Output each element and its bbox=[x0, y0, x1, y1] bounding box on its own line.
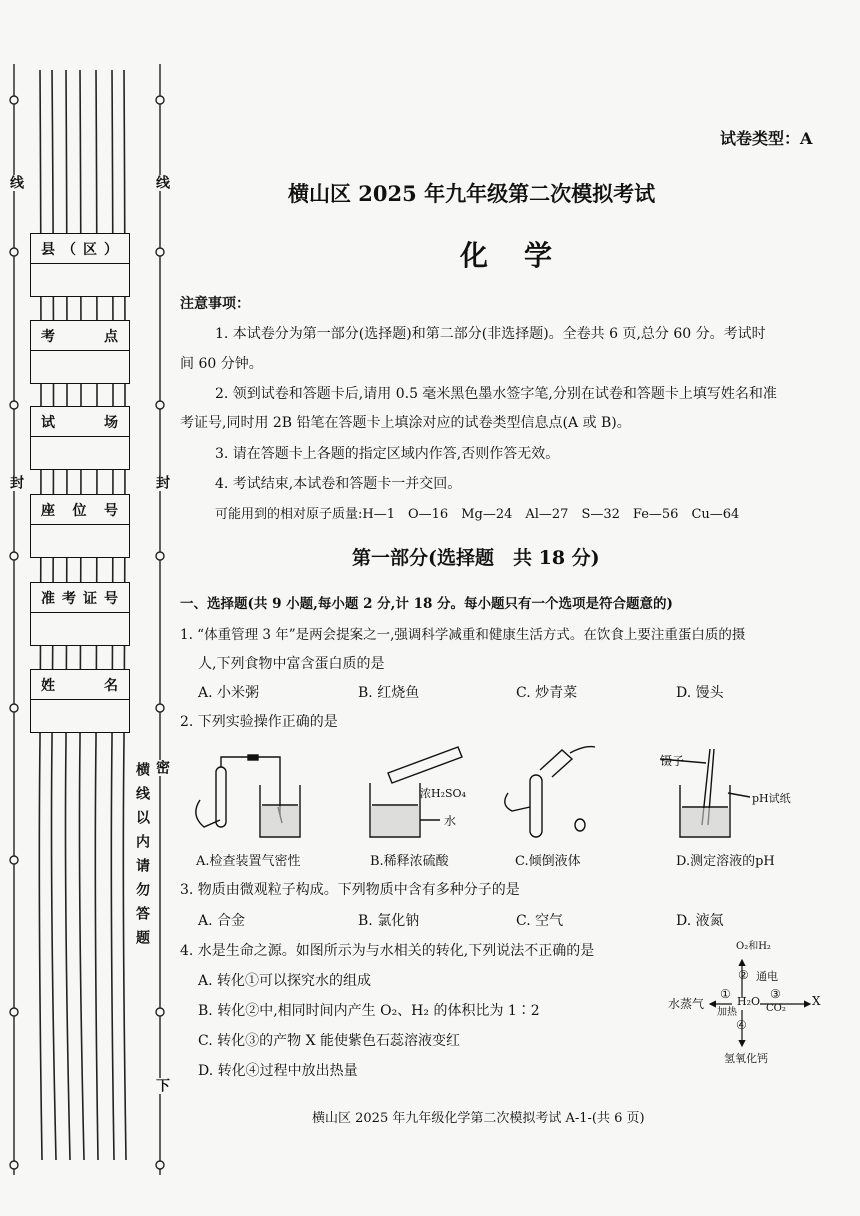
field-label-part: （ bbox=[62, 241, 77, 258]
q3-option-b[interactable]: B. 氯化钠 bbox=[358, 913, 420, 929]
q3-option-c[interactable]: C. 空气 bbox=[516, 913, 564, 929]
notice-item: 3. 请在答题卡上各题的指定区域内作答,否则作答无效。 bbox=[215, 446, 560, 462]
diagram-num-1: ① bbox=[720, 987, 731, 1001]
q2-option-d[interactable]: D.测定溶液的pH bbox=[676, 854, 775, 869]
field-exam-site[interactable] bbox=[30, 320, 130, 384]
q4-option-d[interactable]: D. 转化④过程中放出热量 bbox=[198, 1063, 358, 1079]
atomic-mass-note: 可能用到的相对原子质量:H—1 O—16 Mg—24 Al—27 S—32 Fe—56 Cu—64 bbox=[215, 507, 740, 522]
q2-figures bbox=[190, 745, 830, 845]
field-label-part: 姓 bbox=[41, 677, 56, 694]
margin-seal-label-left: 封 bbox=[8, 475, 24, 491]
q2-option-b[interactable]: B.稀释浓硫酸 bbox=[370, 854, 449, 869]
fig-c-pouring bbox=[505, 747, 595, 837]
q2-stem: 2. 下列实验操作正确的是 bbox=[180, 714, 338, 730]
notice-item: 间 60 分钟。 bbox=[180, 356, 263, 372]
field-label-part: 证 bbox=[83, 590, 98, 607]
diagram-right-x: X bbox=[812, 994, 821, 1008]
q1-option-b[interactable]: B. 红烧鱼 bbox=[358, 685, 420, 701]
diagram-bottom-caoh2: 氢氧化钙 bbox=[724, 1052, 768, 1065]
label-tweezers: 镊子 bbox=[660, 754, 685, 768]
label-ph-paper: pH试纸 bbox=[752, 792, 791, 805]
q4-stem: 4. 水是生命之源。如图所示为与水相关的转化,下列说法不正确的是 bbox=[180, 943, 595, 959]
paper-type: 试卷类型：A bbox=[720, 129, 813, 148]
field-label-part: 考 bbox=[62, 590, 77, 607]
part1-title: 第一部分(选择题 共 18 分) bbox=[352, 547, 600, 569]
field-admission-number[interactable] bbox=[30, 582, 130, 646]
field-label-part: 名 bbox=[104, 677, 119, 694]
field-seat-number[interactable] bbox=[30, 494, 130, 558]
margin-down-label: 下 bbox=[154, 1078, 170, 1094]
field-label-part: 区 bbox=[83, 241, 98, 258]
q4-option-b[interactable]: B. 转化②中,相同时间内产生 O₂、H₂ 的体积比为 1∶2 bbox=[198, 1003, 540, 1019]
q1-option-d[interactable]: D. 馒头 bbox=[676, 685, 724, 701]
exam-title: 横山区 2025 年九年级第二次模拟考试 bbox=[288, 181, 656, 206]
q2-option-c[interactable]: C.倾倒液体 bbox=[515, 854, 581, 869]
q3-option-a[interactable]: A. 合金 bbox=[198, 913, 246, 929]
q4-option-c[interactable]: C. 转化③的产物 X 能使紫色石蕊溶液变红 bbox=[198, 1033, 460, 1049]
notice-heading: 注意事项： bbox=[180, 296, 250, 312]
field-name[interactable] bbox=[30, 669, 130, 733]
field-label-part: 点 bbox=[104, 328, 119, 345]
field-label-part: 准 bbox=[41, 590, 56, 607]
page-footer: 横山区 2025 年九年级化学第二次模拟考试 A-1-(共 6 页) bbox=[312, 1111, 645, 1126]
field-label-part: 座 bbox=[41, 502, 56, 519]
field-label-part: 场 bbox=[104, 414, 119, 431]
field-label-part: 考 bbox=[41, 328, 56, 345]
field-label-part: 位 bbox=[72, 502, 88, 519]
margin-secret-label: 密 bbox=[154, 760, 170, 776]
diagram-center-water: H₂O bbox=[737, 995, 761, 1008]
diagram-cond-co2: CO₂ bbox=[766, 1003, 786, 1014]
field-label-part: ） bbox=[104, 241, 119, 258]
diagram-num-3: ③ bbox=[770, 987, 781, 1001]
field-label-part: 号 bbox=[104, 502, 119, 519]
diagram-left-vapor: 水蒸气 bbox=[668, 997, 705, 1011]
notice-item: 1. 本试卷分为第一部分(选择题)和第二部分(非选择题)。全卷共 6 页,总分 60 分。考试时 bbox=[215, 326, 766, 342]
field-label-part: 县 bbox=[41, 241, 56, 258]
diagram-num-4: ④ bbox=[736, 1018, 747, 1032]
q1-option-c[interactable]: C. 炒青菜 bbox=[516, 685, 578, 701]
label-conc-acid: 浓H₂SO₄ bbox=[420, 787, 466, 800]
field-county[interactable] bbox=[30, 233, 130, 297]
field-exam-room[interactable] bbox=[30, 406, 130, 470]
q1-option-a[interactable]: A. 小米粥 bbox=[198, 685, 260, 701]
margin-seal-label-right: 封 bbox=[154, 475, 170, 491]
subject-title: 化 学 bbox=[460, 239, 557, 272]
field-label-part: 号 bbox=[104, 590, 119, 607]
q4-option-a[interactable]: A. 转化①可以探究水的组成 bbox=[198, 973, 372, 989]
q3-option-d[interactable]: D. 液氮 bbox=[676, 913, 724, 929]
notice-item: 2. 领到试卷和答题卡后,请用 0.5 毫米黑色墨水签字笔,分别在试卷和答题卡上填写姓名和准 bbox=[215, 386, 777, 402]
diagram-cond-electricity: 通电 bbox=[756, 970, 778, 983]
margin-warning: 横线以内请勿答题 bbox=[134, 762, 150, 954]
margin-line-label-left: 线 bbox=[8, 175, 24, 191]
notice-item: 4. 考试结束,本试卷和答题卡一并交回。 bbox=[215, 476, 462, 492]
q1-stem: 人,下列食物中富含蛋白质的是 bbox=[198, 656, 385, 672]
notice-item: 考证号,同时用 2B 铅笔在答题卡上填涂对应的试卷类型信息点(A 或 B)。 bbox=[180, 415, 631, 431]
q2-option-a[interactable]: A.检查装置气密性 bbox=[196, 854, 301, 869]
field-label-part: 试 bbox=[41, 414, 56, 431]
label-water: 水 bbox=[444, 814, 457, 828]
section1-heading: 一、选择题(共 9 小题,每小题 2 分,计 18 分。每小题只有一个选项是符合题意的) bbox=[180, 596, 673, 612]
diagram-cond-heat: 加热 bbox=[717, 1007, 737, 1018]
q3-stem: 3. 物质由微观粒子构成。下列物质中含有多种分子的是 bbox=[180, 882, 520, 898]
diagram-top-o2-h2: O₂和H₂ bbox=[736, 941, 771, 952]
margin-line-label-right: 线 bbox=[154, 175, 170, 191]
q1-stem: 1. “体重管理 3 年”是两会提案之一,强调科学减重和健康生活方式。在饮食上要注重蛋白质的摄 bbox=[180, 627, 746, 643]
diagram-num-2: ② bbox=[738, 968, 749, 982]
